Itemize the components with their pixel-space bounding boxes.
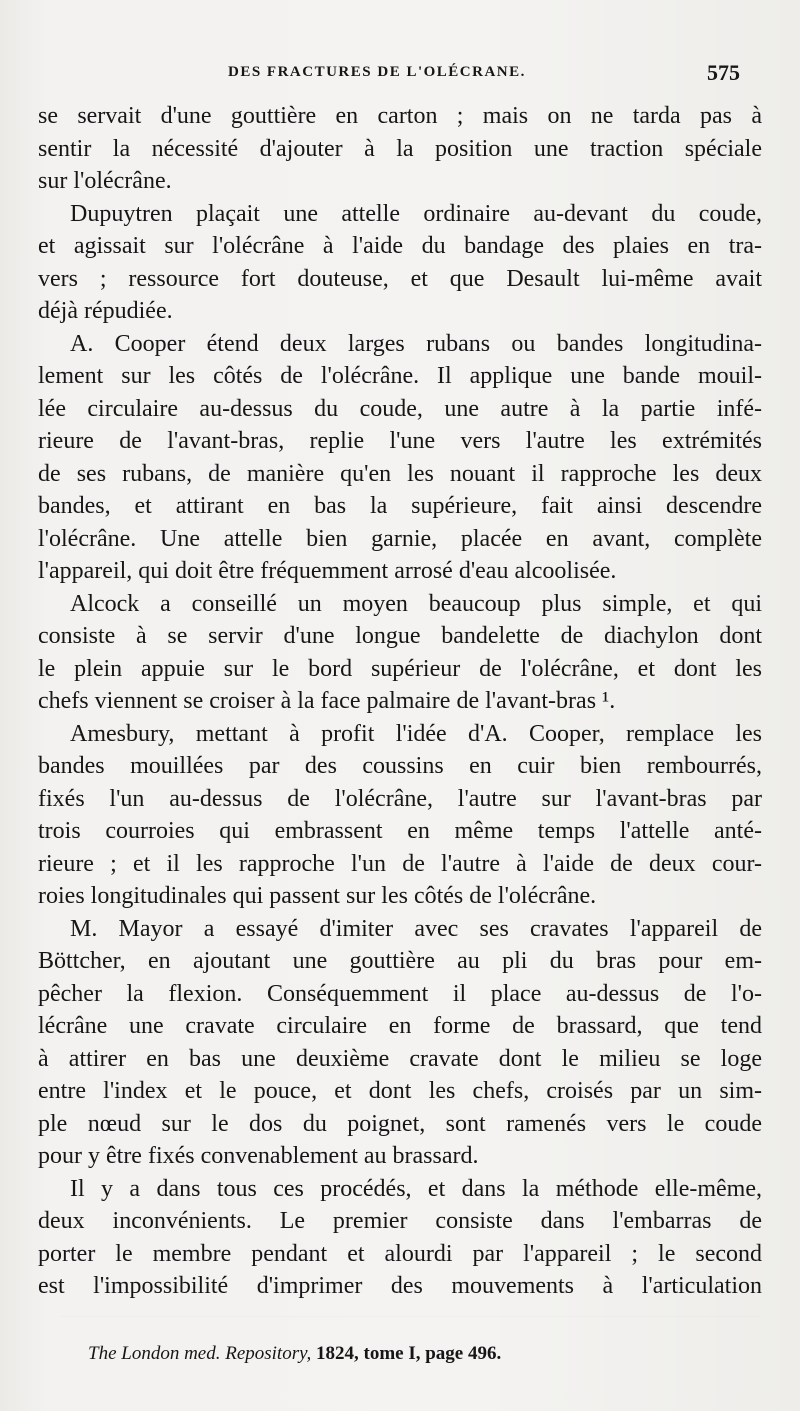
text-line: pêcher la flexion. Conséquemment il place au-dessus de l'o- [38,980,762,1007]
text-line: de ses rubans, de manière qu'en les nouant il rapproche les deux [38,460,762,487]
text-line: sentir la nécessité d'ajouter à la position une traction spéciale [38,135,762,162]
text-line: l'appareil, qui doit être fréquemment arrosé d'eau alcoolisée. [38,558,617,584]
text-line: lement sur les côtés de l'olécrâne. Il applique une bande mouil- [38,363,762,389]
text-line: Böttcher, en ajoutant une gouttière au pli du bras pour em- [38,948,762,974]
footnote-journal: The London med. Repository, [88,1343,312,1364]
text-line: l'olécrâne. Une attelle bien garnie, placée en avant, complète [38,525,762,552]
show-through-shadow [60,1316,760,1341]
page-header [38,60,740,92]
page-number: 575 [707,60,740,85]
text-line: chefs viennent se croiser à la face palmaire de l'avant-bras ¹. [38,688,616,714]
text-line: déjà répudiée. [38,298,173,324]
text-line: lée circulaire au-dessus du coude, une autre à la partie infé- [38,395,762,422]
paragraph-first-line: Il y a dans tous ces procédés, et dans la méthode elle-même, [70,1175,762,1202]
paragraph-first-line: M. Mayor a essayé d'imiter avec ses cravates l'appareil de [70,915,762,942]
text-line: à attirer en bas une deuxième cravate dont le milieu se loge [38,1045,762,1072]
paragraph-first-line: Alcock a conseillé un moyen beaucoup plus simple, et qui [70,590,762,617]
running-title: DES FRACTURES DE L'OLÉCRANE. [228,64,526,80]
text-line: ple nœud sur le dos du poignet, sont ramenés vers le coude [38,1110,762,1137]
text-line: et agissait sur l'olécrâne à l'aide du bandage des plaies en tra- [38,233,762,259]
text-line: pour y être fixés convenablement au brassard. [38,1143,479,1169]
text-line: est l'impossibilité d'imprimer des mouvements à l'articulation [38,1273,762,1299]
text-line: roies longitudinales qui passent sur les côtés de l'olécrâne. [38,883,597,909]
paragraph-first-line: Amesbury, mettant à profit l'idée d'A. Cooper, remplace les [70,720,762,747]
text-line: entre l'index et le pouce, et dont les chefs, croisés par un sim- [38,1078,762,1104]
text-line: sur l'olécrâne. [38,168,172,194]
body-text [38,100,762,1303]
text-line: vers ; ressource fort douteuse, et que Desault lui-même avait [38,265,762,292]
text-line: rieure de l'avant-bras, replie l'une vers l'autre les extrémités [38,428,762,454]
text-line: bandes mouillées par des coussins en cuir bien rembourrés, [38,753,762,779]
text-line: consiste à se servir d'une longue bandelette de diachylon dont [38,623,762,649]
paragraph-first-line: Dupuytren plaçait une attelle ordinaire au-devant du coude, [70,200,762,227]
footnote [88,1343,501,1365]
text-line: se servait d'une gouttière en carton ; mais on ne tarda pas à [38,103,762,129]
footnote-citation: 1824, tome I, page 496. [311,1343,502,1364]
text-line: le plein appuie sur le bord supérieur de l'olécrâne, et dont les [38,655,762,682]
text-line: porter le membre pendant et alourdi par l'appareil ; le second [38,1240,762,1267]
paragraph-first-line: A. Cooper étend deux larges rubans ou bandes longitudina- [70,330,762,357]
text-line: bandes, et attirant en bas la supérieure, fait ainsi descendre [38,493,762,519]
text-line: fixés l'un au-dessus de l'olécrâne, l'autre sur l'avant-bras par [38,785,762,812]
text-line: deux inconvénients. Le premier consiste dans l'embarras de [38,1208,762,1234]
text-line: rieure ; et il les rapproche l'un de l'autre à l'aide de deux cour- [38,850,762,877]
text-line: lécrâne une cravate circulaire en forme de brassard, que tend [38,1013,762,1039]
text-line: trois courroies qui embrassent en même temps l'attelle anté- [38,818,762,844]
